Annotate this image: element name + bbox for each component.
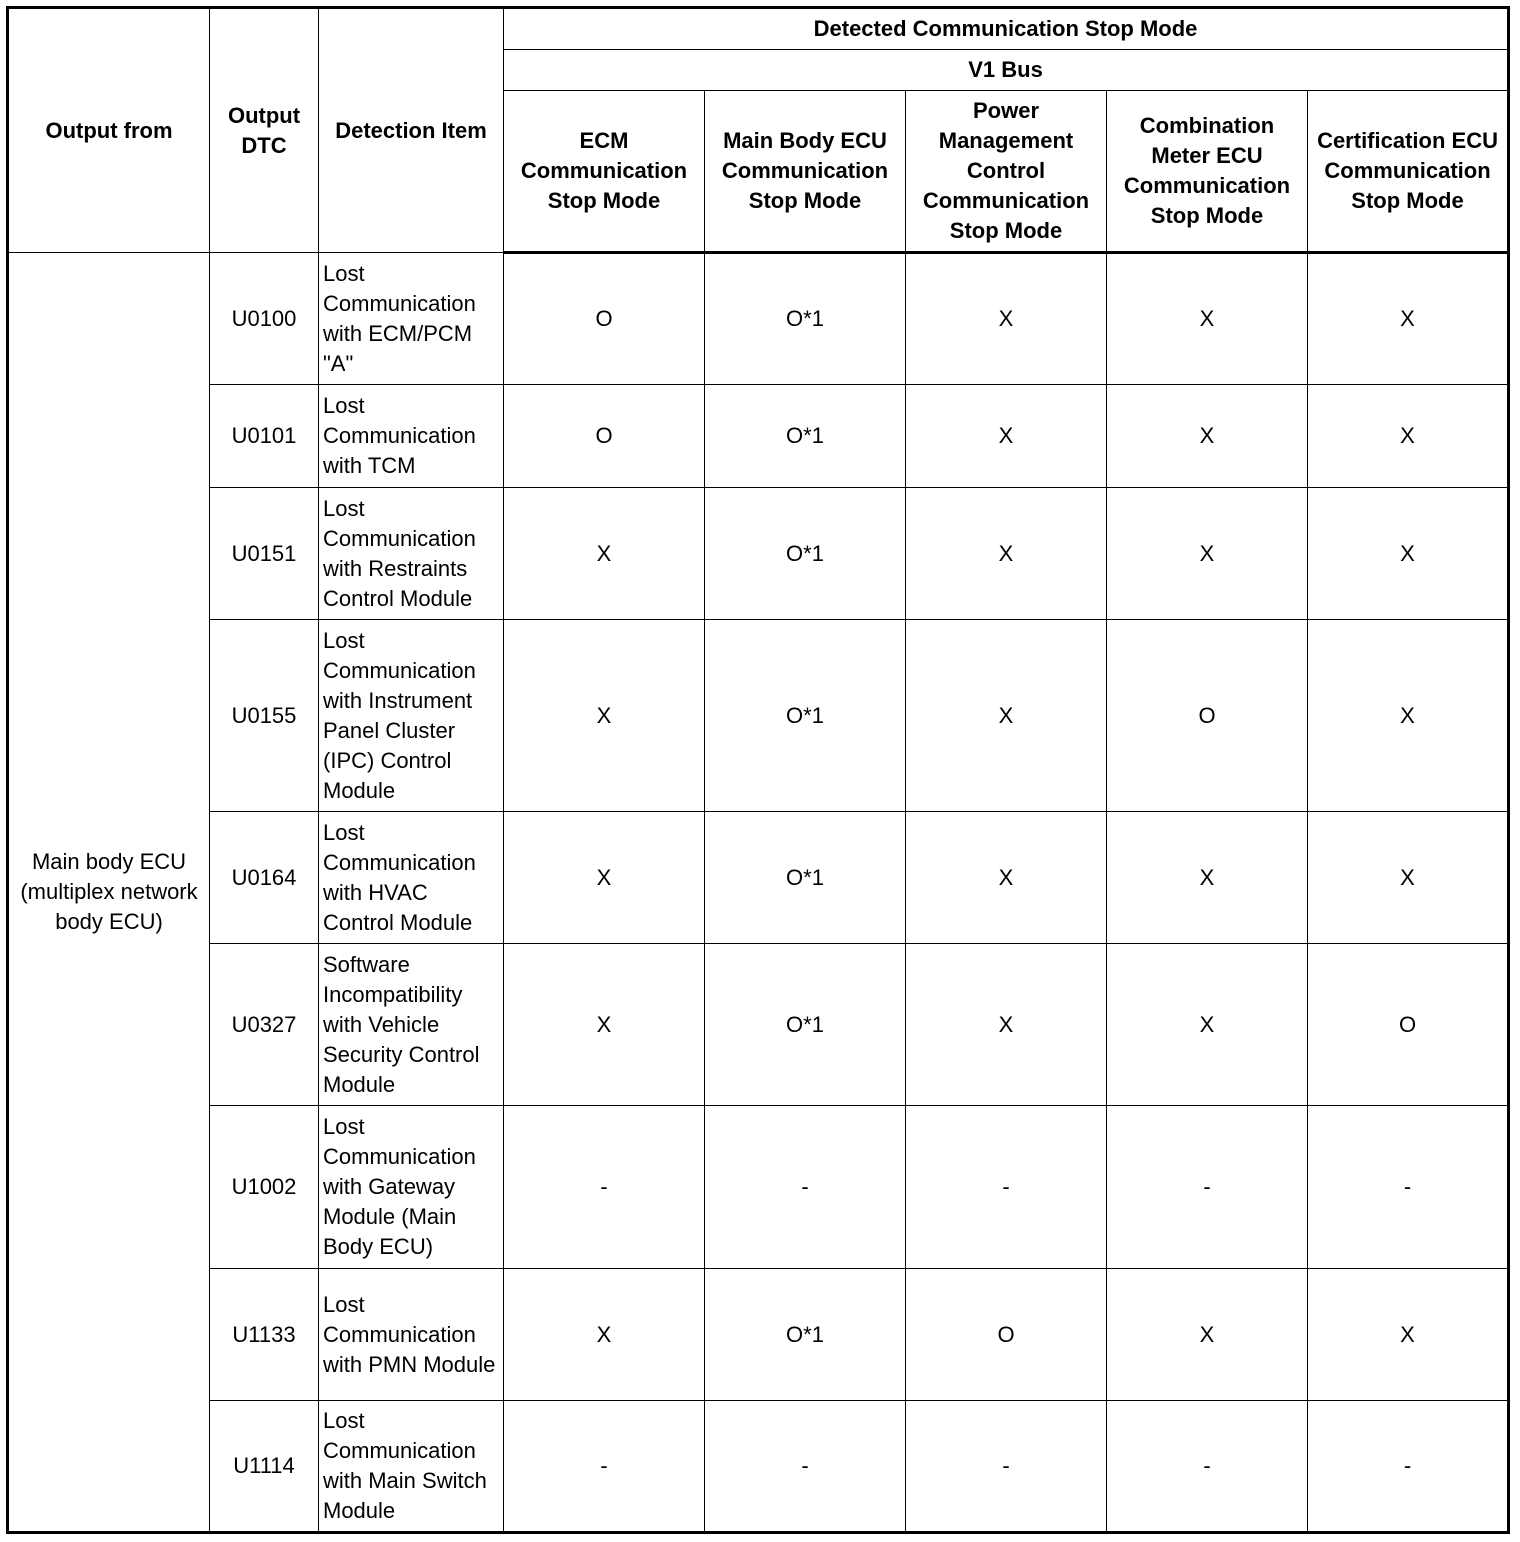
mode-value: O*1 — [705, 253, 906, 385]
header-mode-certification: Certification ECU Communication Stop Mode — [1308, 91, 1509, 253]
mode-value: X — [504, 488, 705, 620]
mode-value: O — [906, 1269, 1107, 1401]
mode-value: - — [705, 1106, 906, 1269]
mode-value: - — [1308, 1401, 1509, 1533]
header-mode-power-mgmt: Power Management Control Communication Stop Mode — [906, 91, 1107, 253]
mode-value: X — [906, 944, 1107, 1106]
mode-value: X — [1107, 944, 1308, 1106]
dtc-code: U0327 — [210, 944, 319, 1106]
mode-value: X — [1308, 812, 1509, 944]
mode-value: - — [906, 1401, 1107, 1533]
mode-value: X — [906, 488, 1107, 620]
mode-value: X — [504, 620, 705, 812]
header-mode-combination-meter: Combination Meter ECU Communication Stop Mode — [1107, 91, 1308, 253]
detection-item: Lost Communication with TCM — [319, 385, 504, 488]
mode-value: X — [906, 812, 1107, 944]
mode-value: X — [1107, 812, 1308, 944]
mode-value: O*1 — [705, 385, 906, 488]
dtc-code: U0101 — [210, 385, 319, 488]
mode-value: O*1 — [705, 488, 906, 620]
mode-value: O*1 — [705, 1269, 906, 1401]
dtc-code: U1002 — [210, 1106, 319, 1269]
table-row — [8, 1269, 1509, 1401]
mode-value: X — [504, 1269, 705, 1401]
mode-value: O — [1107, 620, 1308, 812]
mode-value: O — [504, 385, 705, 488]
mode-value: X — [1308, 488, 1509, 620]
detection-item: Lost Communication with PMN Module — [319, 1269, 504, 1401]
table-row — [8, 488, 1509, 620]
detection-item: Lost Communication with Main Switch Module — [319, 1401, 504, 1533]
detection-item: Lost Communication with Instrument Panel Cluster (IPC) Control Module — [319, 620, 504, 812]
mode-value: X — [906, 253, 1107, 385]
table-row — [8, 385, 1509, 488]
header-mode-main-body: Main Body ECU Communication Stop Mode — [705, 91, 906, 253]
mode-value: - — [906, 1106, 1107, 1269]
mode-value: O*1 — [705, 620, 906, 812]
dtc-code: U0151 — [210, 488, 319, 620]
mode-value: X — [1308, 385, 1509, 488]
mode-value: O — [504, 253, 705, 385]
dtc-code: U0164 — [210, 812, 319, 944]
mode-value: X — [1308, 253, 1509, 385]
mode-value: - — [1107, 1106, 1308, 1269]
mode-value: - — [705, 1401, 906, 1533]
mode-value: - — [504, 1106, 705, 1269]
mode-value: X — [1107, 385, 1308, 488]
header-output-from: Output from — [8, 8, 210, 253]
table-row — [8, 1106, 1509, 1269]
mode-value: - — [1107, 1401, 1308, 1533]
table-row — [8, 1401, 1509, 1533]
mode-value: - — [1308, 1106, 1509, 1269]
table-row — [8, 253, 1509, 385]
mode-value: X — [1107, 488, 1308, 620]
table-row — [8, 620, 1509, 812]
dtc-code: U0155 — [210, 620, 319, 812]
mode-value: X — [504, 944, 705, 1106]
output-from-cell: Main body ECU (multiplex network body ECU) — [8, 253, 210, 1533]
mode-value: X — [1308, 620, 1509, 812]
mode-value: O*1 — [705, 944, 906, 1106]
detection-item: Software Incompatibility with Vehicle Security Control Module — [319, 944, 504, 1106]
mode-value: - — [504, 1401, 705, 1533]
mode-value: X — [906, 385, 1107, 488]
header-detection-item: Detection Item — [319, 8, 504, 253]
detection-item: Lost Communication with HVAC Control Module — [319, 812, 504, 944]
dtc-code: U0100 — [210, 253, 319, 385]
mode-value: X — [1107, 1269, 1308, 1401]
header-mode-ecm: ECM Communication Stop Mode — [504, 91, 705, 253]
header-output-dtc: Output DTC — [210, 8, 319, 253]
mode-value: O — [1308, 944, 1509, 1106]
mode-value: X — [1308, 1269, 1509, 1401]
header-bus: V1 Bus — [504, 50, 1509, 91]
table-row — [8, 944, 1509, 1106]
mode-value: X — [906, 620, 1107, 812]
dtc-table — [6, 6, 1510, 1534]
mode-value: O*1 — [705, 812, 906, 944]
header-detected-mode: Detected Communication Stop Mode — [504, 8, 1509, 50]
mode-value: X — [1107, 253, 1308, 385]
mode-value: X — [504, 812, 705, 944]
detection-item: Lost Communication with ECM/PCM "A" — [319, 253, 504, 385]
table-row — [8, 812, 1509, 944]
detection-item: Lost Communication with Restraints Control Module — [319, 488, 504, 620]
dtc-code: U1133 — [210, 1269, 319, 1401]
detection-item: Lost Communication with Gateway Module (Main Body ECU) — [319, 1106, 504, 1269]
dtc-code: U1114 — [210, 1401, 319, 1533]
